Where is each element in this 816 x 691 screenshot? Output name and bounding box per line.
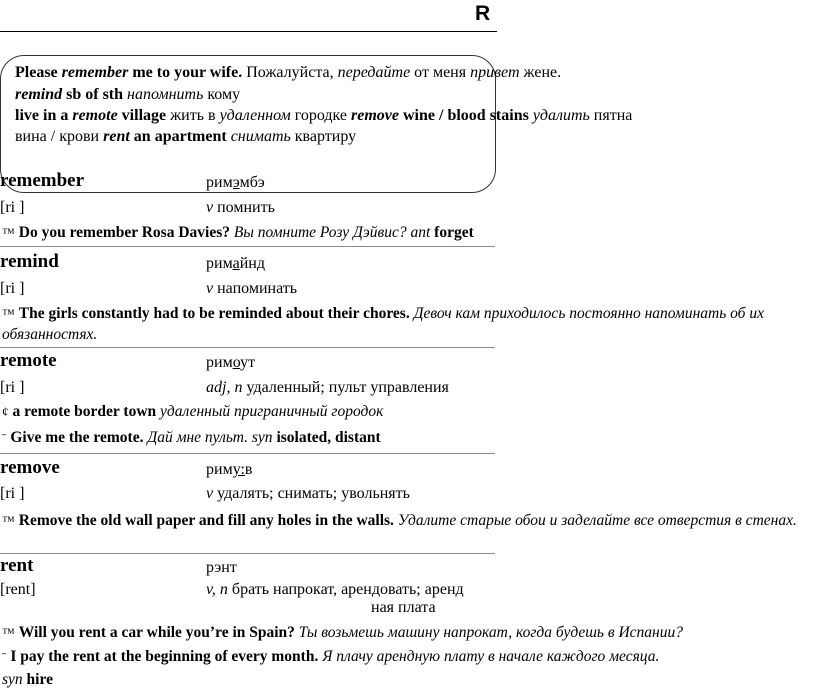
entry-transcription: [ri ] — [0, 280, 25, 297]
example-sentence: ˉ I pay the rent at the beginning of every month. Я плачу арендную плату в начале каждого месяца. — [2, 648, 660, 665]
synonym-line: syn hire — [2, 671, 53, 688]
entry-word: remember — [0, 170, 85, 191]
entry-divider — [0, 347, 495, 348]
entry-translation-continued: ная плата — [371, 599, 436, 616]
entry-translation: v удалять; снимать; увольнять — [206, 485, 410, 502]
phrase-line-1: Please remember me to your wife. Пожалуйста, передайте от меня привет жене. — [15, 64, 562, 81]
entry-word: remind — [0, 251, 59, 272]
example-sentence: ™ Do you remember Rosa Davies? Вы помните Розу Дэйвис? ant forget — [2, 224, 474, 241]
entry-word: rent — [0, 555, 34, 576]
entry-word: remove — [0, 457, 60, 478]
phrase-line-4: вина / крови rent an apartment снимать квартиру — [15, 128, 357, 145]
entry-transcription: [ri ] — [0, 379, 25, 396]
phrase-line-3: live in a remote village жить в удаленном городке remove wine / blood stains удалить пятна — [15, 107, 633, 124]
example-sentence: ¢ a remote border town удаленный приграничный городок — [2, 403, 384, 420]
section-letter: R — [475, 2, 491, 25]
entry-pronunciation: римоут — [206, 354, 256, 371]
top-divider — [0, 31, 497, 32]
entry-pronunciation: римайнд — [206, 255, 265, 272]
entry-transcription: [ri ] — [0, 485, 25, 502]
entry-pronunciation: риму:в — [206, 461, 253, 478]
entry-transcription: [rent] — [0, 581, 36, 598]
entry-divider — [0, 246, 495, 247]
example-sentence: ™ The girls constantly had to be reminded about their chores. Девоч кам приходилось постоянно напоминать об их обязанностях. — [2, 305, 764, 343]
entry-word: remote — [0, 350, 57, 371]
entry-pronunciation: рэнт — [206, 559, 237, 576]
entry-divider — [0, 553, 495, 554]
entry-translation: v помнить — [206, 199, 275, 216]
example-sentence: ™ Remove the old wall paper and fill any holes in the walls. Удалите старые обои и заделайте все отверстия в стенах. — [2, 512, 797, 529]
entry-translation: v, n брать напрокат, арендовать; аренд — [206, 581, 464, 598]
example-sentence: ˉ Give me the remote. Дай мне пульт. syn isolated, distant — [2, 429, 381, 446]
phrase-line-2: remind sb of sth напомнить кому — [15, 86, 241, 103]
entry-translation: adj, n удаленный; пульт управления — [206, 379, 449, 396]
example-sentence: ™ Will you rent a car while you’re in Spain? Ты возьмешь машину напрокат, когда будешь в Испании? — [2, 624, 683, 641]
entry-pronunciation: римэмбэ — [206, 174, 265, 191]
entry-divider — [0, 453, 495, 454]
entry-transcription: [ri ] — [0, 199, 25, 216]
entry-translation: v напоминать — [206, 280, 298, 297]
